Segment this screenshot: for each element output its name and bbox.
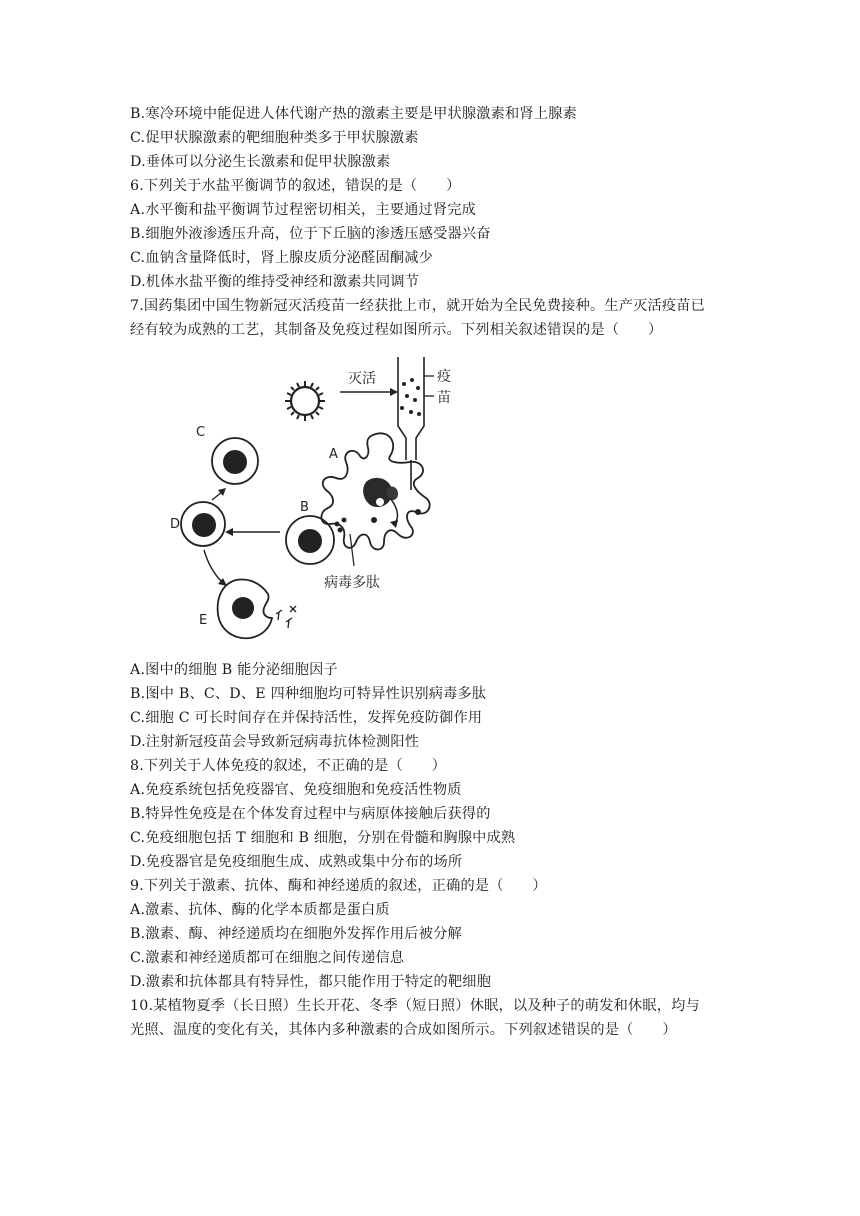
option-line: A.水平衡和盐平衡调节过程密切相关，主要通过肾完成 (130, 202, 477, 218)
label-e: E (199, 613, 208, 628)
option-line: A.激素、抗体、酶的化学本质都是蛋白质 (130, 902, 390, 918)
option-line: B.寒冷环境中能促进人体代谢产热的激素主要是甲状腺激素和肾上腺素 (130, 106, 577, 122)
cell-d (181, 502, 225, 546)
question-7-stem-cont: 经有较为成熟的工艺，其制备及免疫过程如图所示。下列相关叙述错误的是（ ） (130, 322, 663, 338)
cell-b (286, 516, 347, 564)
arrow-d-to-c (212, 488, 226, 500)
option-line: B.图中 B、C、D、E 四种细胞均可特异性识别病毒多肽 (130, 686, 487, 702)
virus-peptide-label: 病毒多肽 (324, 575, 380, 591)
question-6-stem: 6.下列关于水盐平衡调节的叙述，错误的是（ ） (130, 178, 461, 194)
option-line: D.机体水盐平衡的维持受神经和激素共同调节 (130, 274, 420, 290)
option-line: C.促甲状腺激素的靶细胞种类多于甲状腺激素 (130, 130, 419, 146)
arrow-d-to-e (204, 550, 227, 586)
option-line: A.免疫系统包括免疫器官、免疫细胞和免疫活性物质 (130, 782, 462, 798)
option-line: A.图中的细胞 B 能分泌细胞因子 (130, 662, 338, 678)
label-a: A (329, 447, 338, 462)
option-line: B.细胞外液渗透压升高，位于下丘脑的渗透压感受器兴奋 (130, 226, 491, 242)
question-10-stem-cont: 光照、温度的变化有关，其体内多种激素的合成如图所示。下列叙述错误的是（ ） (130, 1022, 677, 1038)
cell-c (212, 438, 258, 484)
option-line: B.激素、酶、神经递质均在细胞外发挥作用后被分解 (130, 926, 462, 942)
question-7-stem: 7.国药集团中国生物新冠灭活疫苗一经获批上市，就开始为全民免费接种。生产灭活疫苗已 (130, 298, 706, 314)
label-d: D (170, 517, 181, 532)
inactivate-label: 灭活 (348, 371, 376, 387)
syringe-icon (398, 357, 424, 490)
option-line: D.注射新冠疫苗会导致新冠病毒抗体检测阳性 (130, 734, 420, 750)
cell-e (218, 580, 296, 639)
arrow-b-to-d (225, 528, 280, 536)
option-line: D.激素和抗体都具有特异性，都只能作用于特定的靶细胞 (130, 974, 492, 990)
option-line: D.免疫器官是免疫细胞生成、成熟或集中分布的场所 (130, 854, 463, 870)
virus-icon (285, 381, 325, 421)
option-line: C.血钠含量降低时，肾上腺皮质分泌醛固酮减少 (130, 250, 434, 266)
inactivate-arrow (340, 388, 398, 396)
vaccine-immune-diagram (128, 352, 458, 652)
label-b: B (300, 500, 309, 515)
question-9-stem: 9.下列关于激素、抗体、酶和神经递质的叙述，正确的是（ ） (130, 878, 547, 894)
vaccine-label-1: 疫 (437, 369, 451, 385)
question-8-stem: 8.下列关于人体免疫的叙述，不正确的是（ ） (130, 758, 447, 774)
option-line: B.特异性免疫是在个体发育过程中与病原体接触后获得的 (130, 806, 491, 822)
option-line: C.激素和神经递质都可在细胞之间传递信息 (130, 950, 405, 966)
vaccine-label-2: 苗 (437, 390, 451, 406)
option-line: D.垂体可以分泌生长激素和促甲状腺激素 (130, 154, 391, 170)
vaccine-particles (400, 378, 421, 416)
option-line: C.细胞 C 可长时间存在并保持活性，发挥免疫防御作用 (130, 710, 483, 726)
option-line: C.免疫细胞包括 T 细胞和 B 细胞，分别在骨髓和胸腺中成熟 (130, 830, 516, 846)
label-c: C (196, 425, 206, 440)
question-10-stem: 10.某植物夏季（长日照）生长开花、冬季（短日照）休眠，以及种子的萌发和休眠，均与 (130, 998, 700, 1014)
